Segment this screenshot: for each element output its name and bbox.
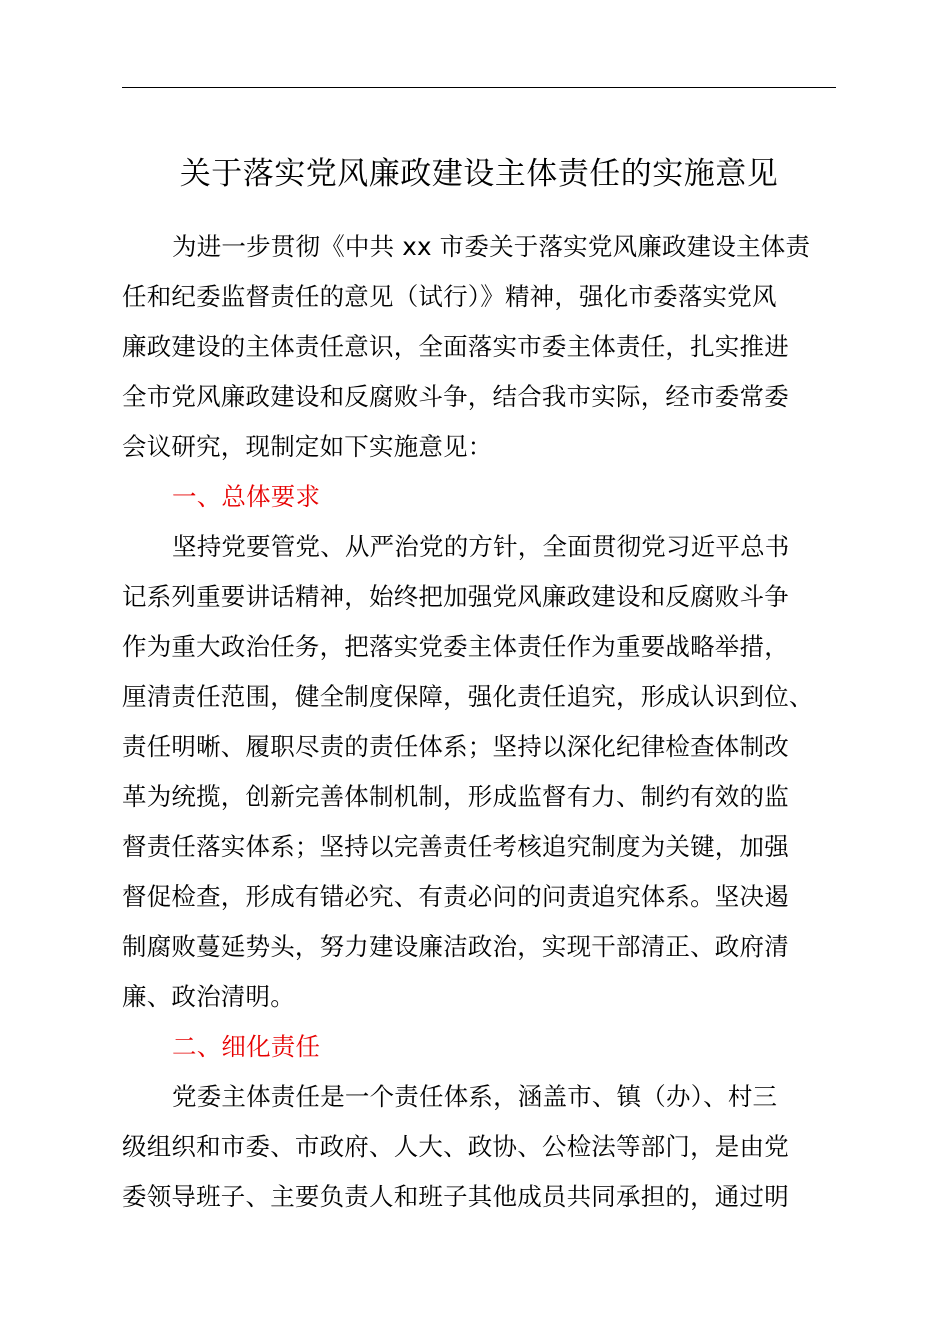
section-heading: 一、总体要求: [172, 482, 321, 511]
paragraph-line: 为进一步贯彻《中共 xx 市委关于落实党风廉政建设主体责: [172, 232, 811, 261]
paragraph-line: 制腐败蔓延势头，努力建设廉洁政治，实现干部清正、政府清: [122, 932, 789, 961]
paragraph-line: 坚持党要管党、从严治党的方针，全面贯彻党习近平总书: [172, 532, 790, 561]
paragraph-line: 作为重大政治任务，把落实党委主体责任作为重要战略举措，: [122, 632, 789, 661]
paragraph-line: 厘清责任范围，健全制度保障，强化责任追究，形成认识到位、: [122, 682, 814, 711]
document-title: 关于落实党风廉政建设主体责任的实施意见: [179, 156, 779, 192]
paragraph-line: 督责任落实体系；坚持以完善责任考核追究制度为关键，加强: [122, 832, 789, 861]
header-rule: [122, 87, 836, 88]
paragraph-line: 记系列重要讲话精神，始终把加强党风廉政建设和反腐败斗争: [122, 582, 789, 611]
paragraph-line: 级组织和市委、市政府、人大、政协、公检法等部门，是由党: [122, 1132, 789, 1161]
paragraph-line: 任和纪委监督责任的意见（试行）》精神，强化市委落实党风: [122, 282, 777, 311]
paragraph-line: 会议研究，现制定如下实施意见：: [122, 432, 493, 461]
paragraph-line: 革为统揽，创新完善体制机制，形成监督有力、制约有效的监: [122, 782, 789, 811]
paragraph-line: 委领导班子、主要负责人和班子其他成员共同承担的，通过明: [122, 1182, 789, 1211]
paragraph-line: 督促检查，形成有错必究、有责必问的问责追究体系。坚决遏: [122, 882, 789, 911]
paragraph-line: 廉、政治清明。: [122, 982, 295, 1011]
paragraph-line: 党委主体责任是一个责任体系，涵盖市、镇（办）、村三: [172, 1082, 778, 1111]
section-heading: 二、细化责任: [172, 1032, 321, 1061]
paragraph-line: 责任明晰、履职尽责的责任体系；坚持以深化纪律检查体制改: [122, 732, 789, 761]
paragraph-line: 全市党风廉政建设和反腐败斗争，结合我市实际，经市委常委: [122, 382, 789, 411]
paragraph-line: 廉政建设的主体责任意识，全面落实市委主体责任，扎实推进: [122, 332, 789, 361]
